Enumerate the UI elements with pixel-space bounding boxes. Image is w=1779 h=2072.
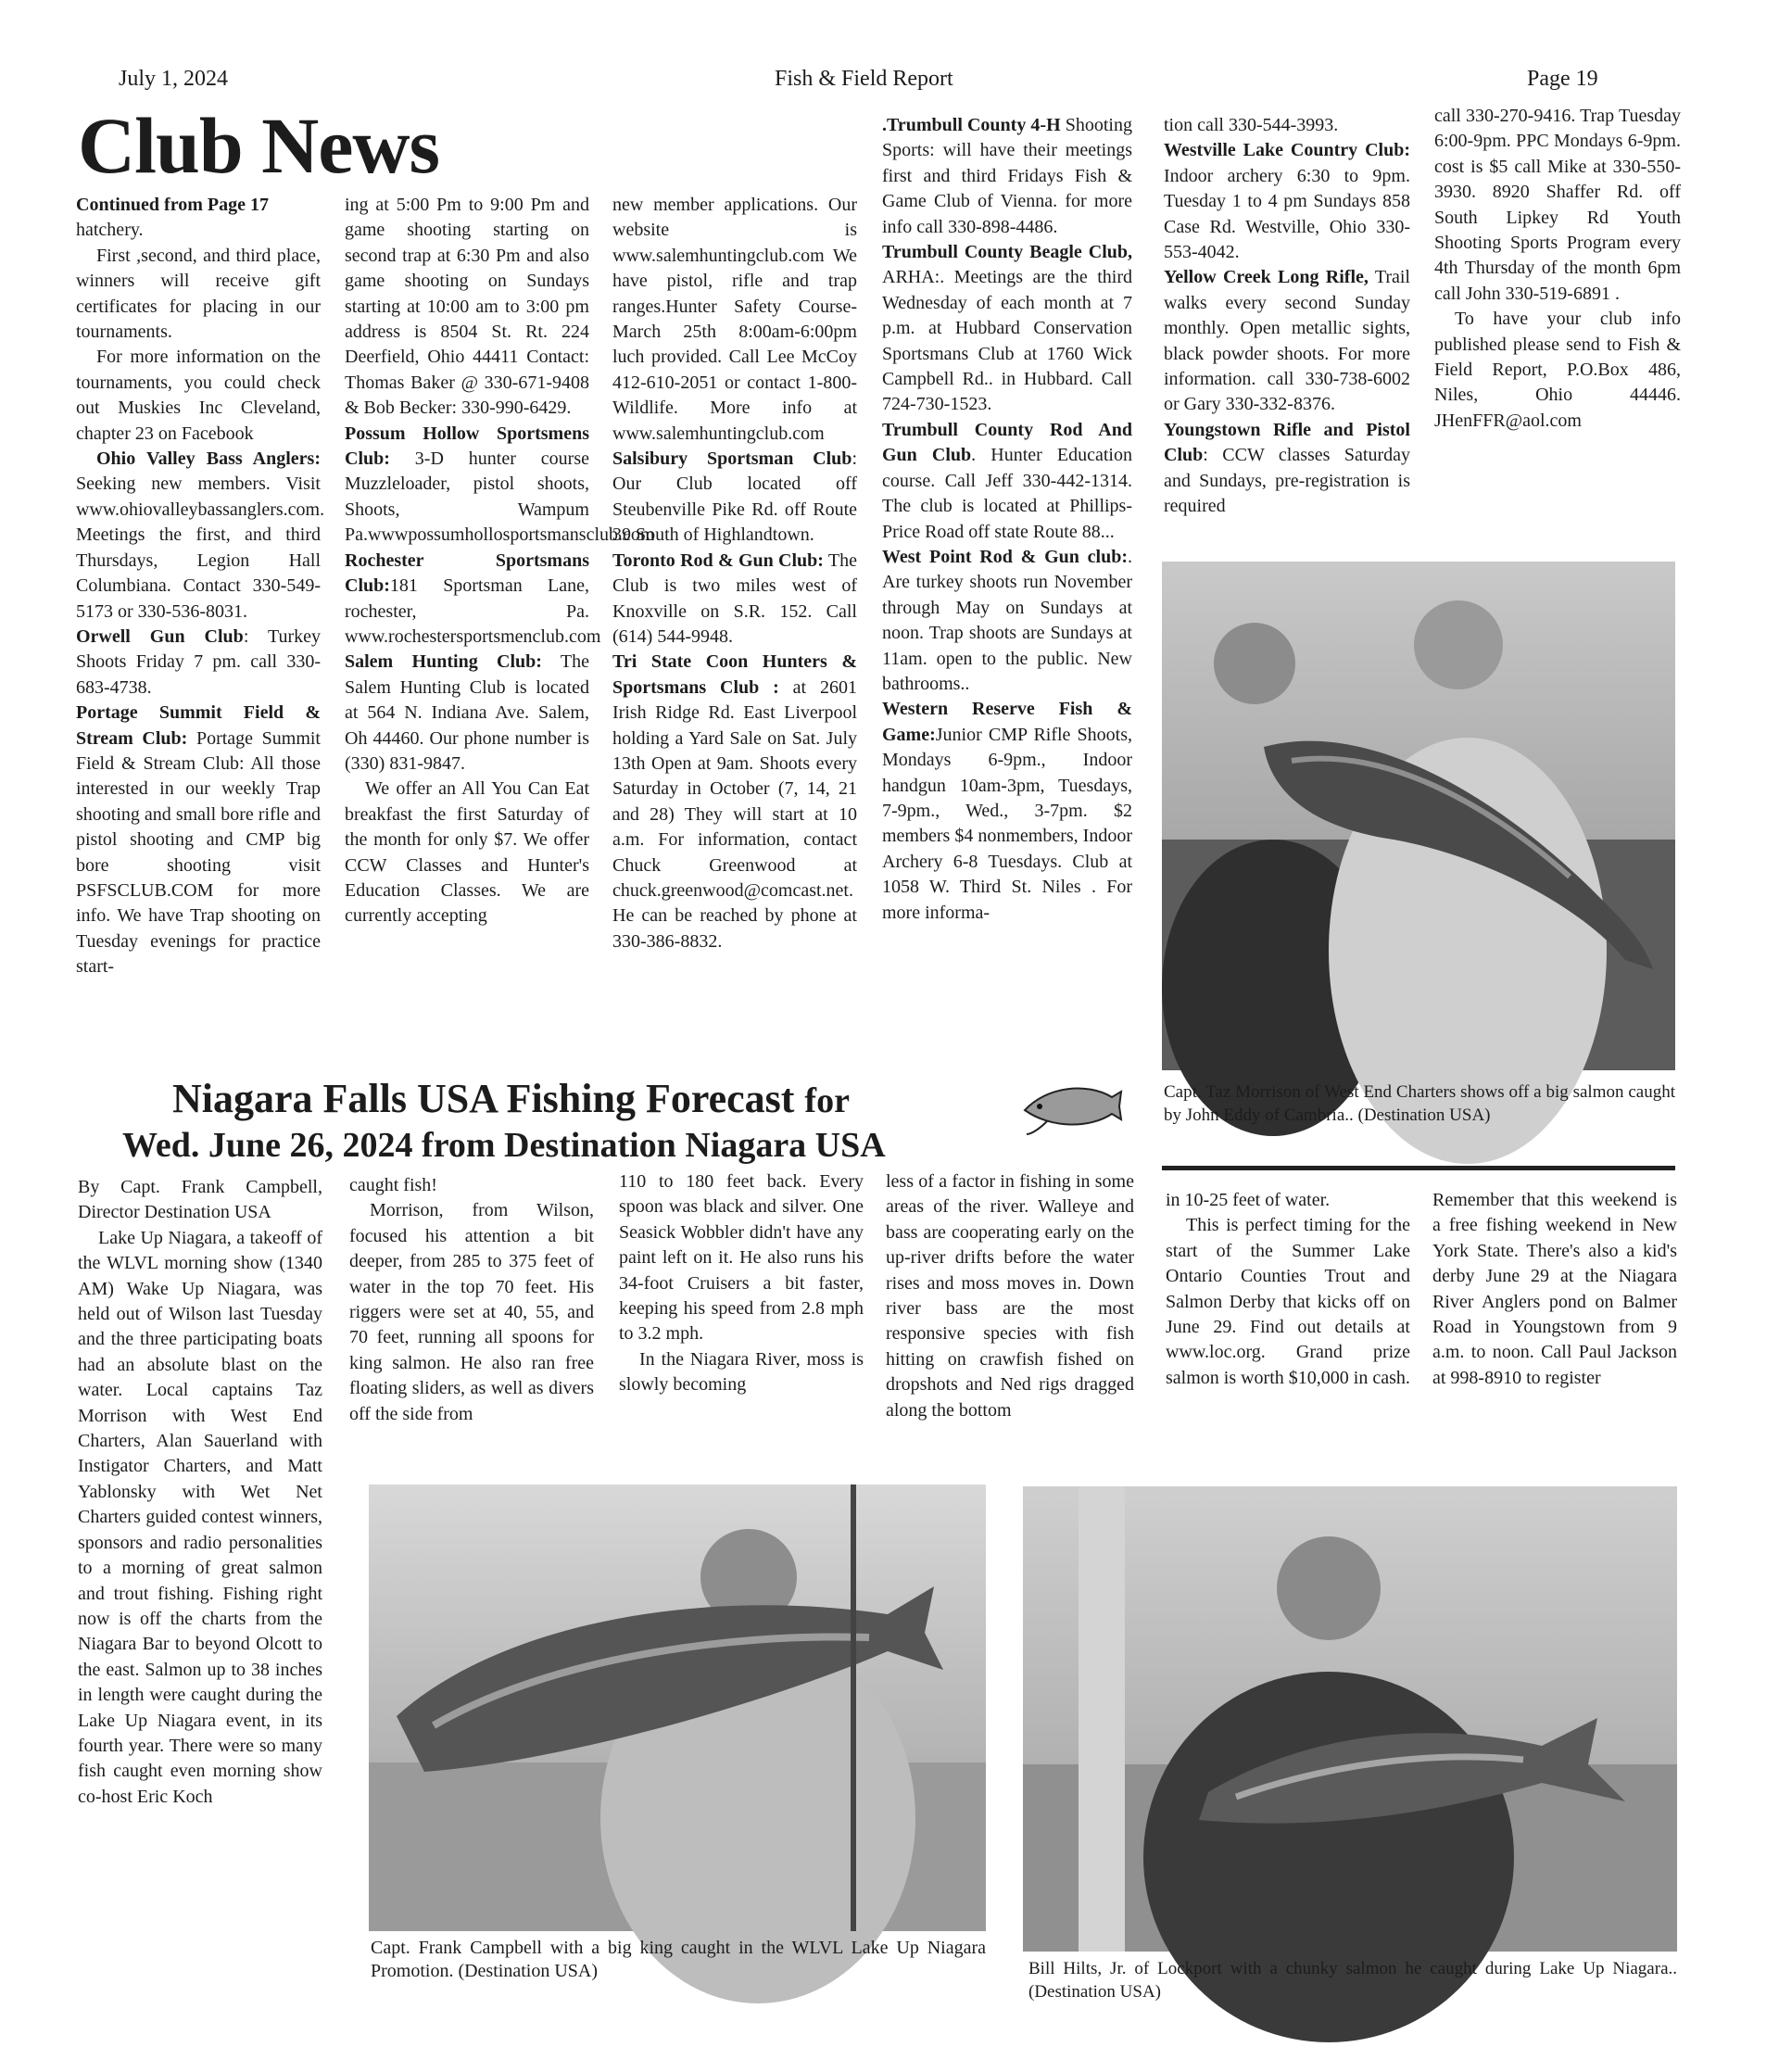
article-paragraph: in 10-25 feet of water. — [1166, 1190, 1331, 1210]
article-paragraph: 110 to 180 feet back. Every spoon was black and silver. One Seasick Wobbler didn't have any paint left on it. He also runs his 34-foot Cruisers a bit faster, keeping his speed from 2.8 mph to 3.2 mph. — [619, 1171, 864, 1345]
page-number: Page 19 — [1527, 67, 1598, 91]
article-paragraph: Lake Up Niagara, a takeoff of the WLVL morning show (1340 AM) Wake Up Niagara, was held out of Wilson last Tuesday and the three participating boats had an absolute blast on the water. Local captains Taz Morrison with West End Charters, Alan Sauerland with Instigator Charters, and Matt Yablonsky with Wet Net Charters guided contest winners, sponsors and radio personalities to a morning of great salmon and trout fishing. Fishing right now is off the charts from the Niagara Bar to beyond Olcott to the east. Salmon up to 38 inches in length were caught during the Lake Up Niagara event, in its fourth year. There were so many fish caught even morning show co-host Eric Koch — [78, 1227, 322, 1807]
club-entry: Possum Hollow Sportsmens Club: 3-D hunter course Muzzleloader, pistol shoots, Shoots, Wampum Pa.wwwpossumhollosportsmansclub.com — [345, 423, 655, 546]
club-entry: Continued from Page 17 — [76, 195, 269, 215]
club-entry: Orwell Gun Club: Turkey Shoots Friday 7 pm. call 330-683-4738. — [76, 625, 322, 698]
niagara-column-3 — [619, 1169, 864, 1466]
article-paragraph: This is perfect timing for the start of the Summer Lake Ontario Counties Trout and Salmon Derby that kicks off on June 29. Find out details at www.loc.org. Grand prize salmon is worth $10,000 in cash. — [1166, 1215, 1410, 1388]
club-entry: Westville Lake Country Club: Indoor archery 6:30 to 9pm. Tuesday 1 to 4 pm Sundays 858 Case Rd. Westville, Ohio 330-553-4042. — [1164, 140, 1410, 263]
club-news-column-1 — [76, 193, 325, 1064]
club-news-column-3 — [612, 193, 857, 1064]
photo-bill-hilts-salmon — [1023, 1486, 1677, 1952]
article-paragraph: caught fish! — [349, 1175, 437, 1195]
article-paragraph: less of a factor in fishing in some areas of the river. Walleye and bass are cooperating early on the up-river drifts before the water rises and moss moves in. Down river bass are the most responsive species with fish hitting on crawfish fished on dropshots and Ned rigs dragged along the bottom — [886, 1171, 1134, 1421]
club-news-column-5 — [1164, 113, 1410, 552]
photo-frank-campbell-king-salmon — [369, 1485, 986, 1931]
club-entry: Salsibury Sportsman Club: Our Club located off Steubenville Pike Rd. off Route 39 South of Highlandtown. — [612, 449, 857, 546]
niagara-headline-line-1: Niagara Falls USA Fishing Forecast for — [172, 1076, 850, 1121]
club-entry: Portage Summit Field & Stream Club: Portage Summit Field & Stream Club: All those interested in our weekly Trap shooting and small bore rifle and pistol shooting and CMP big bore shooting visit PSFSCLUB.COM for more info. We have Trap shooting on Tuesday evenings for practice start- — [76, 702, 321, 978]
club-entry: Yellow Creek Long Rifle, Trail walks every second Sunday monthly. Open metallic sights, black powder shoots. For more information. call 330-738-6002 or Gary 330-332-8376. — [1164, 267, 1410, 415]
article-paragraph: By Capt. Frank Campbell, Director Destination USA — [78, 1177, 322, 1223]
niagara-column-4 — [886, 1169, 1134, 1466]
club-entry: Western Reserve Fish & Game:Junior CMP Rifle Shoots, Mondays 6-9pm., Indoor handgun 10am-3pm, Tuesdays, 7-9pm., Wed., 3-7pm. $2 members $4 nonmembers, Indoor Archery 6-8 Tuesdays. Club at 1058 W. Third St. Niles . For more informa- — [882, 699, 1132, 923]
club-entry: Tri State Coon Hunters & Sportsmans Club : at 2601 Irish Ridge Rd. East Liverpool holding a Yard Sale on Sat. July 13th Open at 9am. Shoots every Saturday in October (7, 14, 21 and 28) They will start at 10 a.m. For information, contact Chuck Greenwood at chuck.greenwood@comcast.net. He can be reached by phone at 330-386-8832. — [612, 651, 857, 952]
niagara-column-1 — [78, 1175, 322, 1990]
club-entry: Trumbull County Rod And Gun Club. Hunter Education course. Call Jeff 330-442-1314. The club is located at Phillips-Price Road off state Route 88... — [882, 419, 1132, 542]
club-entry: Youngstown Rifle and Pistol Club: CCW classes Saturday and Sundays, pre-registration is required — [1164, 419, 1410, 517]
club-entry: call 330-270-9416. Trap Tuesday 6:00-9pm. PPC Mondays 6-9pm. cost is $5 call Mike at 330-550-3930. 8920 Shaffer Rd. off South Lipkey Rd Youth Shooting Sports Program every 4th Thursday of the month 6pm call John 330-519-6891 . — [1434, 106, 1681, 304]
issue-date: July 1, 2024 — [119, 67, 229, 91]
club-entry: West Point Rod & Gun club:. Are turkey shoots run November through May on Sundays at noon. Trap shoots are Sundays at 11am. open to the public. New bathrooms.. — [882, 546, 1132, 694]
club-news-column-6 — [1434, 104, 1681, 502]
club-entry: To have your club info published please send to Fish & Field Report, P.O.Box 486, Niles, Ohio 44446. JHenFFR@aol.com — [1434, 309, 1681, 431]
club-entry: .Trumbull County 4-H Shooting Sports: will have their meetings first and third Fridays Fish & Game Club of Vienna. for more info call 330-898-4486. — [882, 115, 1132, 237]
club-entry: Toronto Rod & Gun Club: The Club is two miles west of Knoxville on S.R. 152. Call (614) 544-9948. — [612, 550, 857, 647]
club-entry: tion call 330-544-3993. — [1164, 115, 1339, 135]
club-news-column-2 — [345, 193, 655, 1064]
paper-name: Fish & Field Report — [775, 67, 953, 91]
photo-caption-bottom-right: Bill Hilts, Jr. of Lockport with a chunky salmon he caught during Lake Up Niagara.. (Destination USA) — [1028, 1959, 1677, 2002]
niagara-column-5 — [1166, 1188, 1410, 1466]
club-news-title: Club News — [78, 101, 440, 190]
club-entry: For more information on the tournaments, you could check out Muskies Inc Cleveland, chapter 23 on Facebook — [76, 347, 321, 444]
club-news-column-4 — [882, 113, 1132, 1068]
section-divider-right — [1162, 1166, 1675, 1170]
club-entry: We offer an All You Can Eat breakfast the first Saturday of the month for only $7. We offer CCW Classes and Hunter's Education Classes. We are currently accepting — [345, 778, 589, 927]
fish-icon — [1019, 1073, 1123, 1136]
club-entry: Salem Hunting Club: The Salem Hunting Club is located at 564 N. Indiana Ave. Salem, Oh 44460. Our phone number is (330) 831-9847. — [345, 651, 590, 774]
niagara-column-2 — [349, 1173, 594, 1470]
club-entry: ing at 5:00 Pm to 9:00 Pm and game shooting starting on second trap at 6:30 Pm and also game shooting on Sundays starting at 10:00 am to 3:00 pm address is 8504 St. Rt. 224 Deerfield, Ohio 44411 Contact: Thomas Baker @ 330-671-9408 & Bob Becker: 330-990-6429. — [345, 195, 589, 419]
niagara-column-6 — [1432, 1188, 1677, 1485]
club-entry: Ohio Valley Bass Anglers: Seeking new members. Visit www.ohiovalleybassanglers.com. Meetings the first, and third Thursdays, Legion Hall Columbiana. Contact 330-549-5173 or 330-536-8031. — [76, 449, 325, 622]
photo-caption-bottom-left: Capt. Frank Campbell with a big king caught in the WLVL Lake Up Niagara Promotion. (Destination USA) — [371, 1938, 986, 1981]
club-entry: Rochester Sportsmans Club:181 Sportsman Lane, rochester, Pa. www.rochestersportsmenclub.com — [345, 550, 601, 647]
article-paragraph: Morrison, from Wilson, focused his attention a bit deeper, from 285 to 375 feet of water in the top 70 feet. His riggers were set at 40, 55, and 70 feet, running all spoons for king salmon. He also ran free floating sliders, as well as divers off the side from — [349, 1200, 594, 1424]
club-entry: First ,second, and third place, winners will receive gift certificates for placing in our tournaments. — [76, 245, 321, 343]
photo-caption-top: Capt. Taz Morrison of West End Charters shows off a big salmon caught by John Eddy of Cambria.. (Destination USA) — [1164, 1082, 1675, 1125]
article-paragraph: Remember that this weekend is a free fishing weekend in New York State. There's also a kid's derby June 29 at the Niagara River Anglers pond on Balmer Road in Youngstown from 9 a.m. to noon. Call Paul Jackson at 998-8910 to register — [1432, 1190, 1677, 1388]
article-paragraph: In the Niagara River, moss is slowly becoming — [619, 1348, 864, 1396]
photo-salmon-taz-morrison — [1162, 562, 1675, 1070]
club-entry: hatchery. — [76, 220, 144, 241]
club-entry: new member applications. Our website is www.salemhuntingclub.com We have pistol, rifle and trap ranges.Hunter Safety Course-March 25th 8:00am-6:00pm luch provided. Call Lee McCoy 412-610-2051 or contact 1-800-Wildlife. More info at www.salemhuntingclub.com — [612, 195, 857, 444]
niagara-headline-line-2: Wed. June 26, 2024 from Destination Niagara USA — [122, 1126, 886, 1165]
club-entry: Trumbull County Beagle Club, ARHA:. Meetings are the third Wednesday of each month at 7 p.m. at Hubbard Conservation Sportsmans Club at 1760 Wick Campbell Rd.. in Hubbard. Call 724-730-1523. — [882, 242, 1132, 415]
